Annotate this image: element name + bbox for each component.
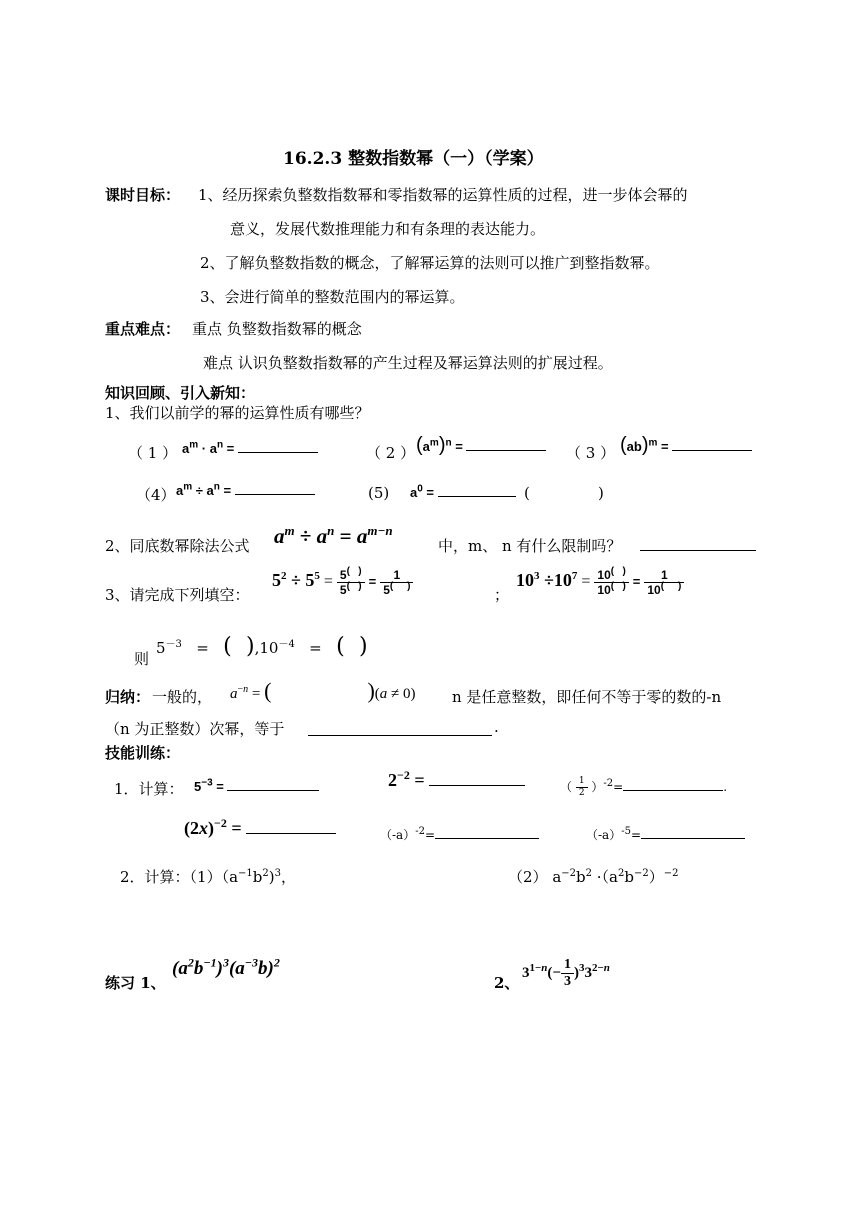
review-item-2-formula: $(a^m)^n$ = bbox=[416, 434, 546, 457]
equals-sign: = bbox=[196, 639, 209, 657]
fill-in-expression-1: $5^2 \div 5^5$ = $\frac{5^{( )}}{5^{( )}}$ = $\frac{1}{5^{( )}}$ bbox=[272, 569, 413, 596]
review-item-1-formula: $a^m \cdot a^n$ = bbox=[182, 438, 318, 456]
skills-heading: 技能训练： bbox=[105, 744, 181, 762]
answer-blank[interactable] bbox=[466, 436, 546, 451]
skills-expr-neg-a-5: $(-a)^{-5}=$ bbox=[586, 824, 745, 843]
exponent: -2 bbox=[415, 826, 425, 837]
practice-1-expression: $(a^2b^{-1})^3(a^{-3}b)^2$ bbox=[172, 955, 280, 979]
then-exponent-2: －4 bbox=[278, 639, 295, 650]
exponent: -5 bbox=[621, 826, 631, 837]
answer-blank[interactable] bbox=[623, 776, 723, 791]
review-item-3-formula: (ab)$^m$ = bbox=[620, 434, 752, 457]
objective-1-line-1: 1、经历探索负整数指数幂和零指数幂的运算性质的过程，进一步体会幂的 bbox=[198, 186, 688, 204]
review-question-2-prefix: 2、同底数幂除法公式 bbox=[105, 537, 250, 555]
page-title: 16.2.3 整数指数幂（一）（学案） bbox=[283, 149, 544, 169]
skills-item-2-part-2: （2） $a^{-2}b^2 \cdot(a^2b^{-2})^{-2}$ bbox=[508, 868, 679, 886]
keypoints-focus: 重点 负整数指数幂的概念 bbox=[192, 320, 362, 338]
skills-expr-2-pow-neg2: $2^{-2}$ = bbox=[388, 770, 525, 791]
skills-expr-2x: $(2x)^{-2}$ = bbox=[184, 818, 336, 839]
period: . bbox=[723, 780, 728, 794]
review-item-5-paren-close: ) bbox=[598, 484, 604, 502]
objective-2: 2、了解负整数指数的概念，了解幂运算的法则可以推广到整指数幂。 bbox=[200, 254, 660, 272]
review-item-4-formula: $a^m \div a^n$ = bbox=[176, 480, 315, 498]
answer-blank[interactable] bbox=[641, 824, 745, 839]
review-item-2-label: （ 2 ） bbox=[366, 444, 416, 462]
division-formula: $a^m \div a^n = a^{m-n}$ bbox=[274, 523, 393, 548]
skills-item-2-part-2-label: （2） bbox=[508, 868, 548, 886]
answer-blank[interactable] bbox=[640, 534, 756, 551]
then-base-5: 5 bbox=[156, 639, 166, 657]
answer-blank[interactable] bbox=[238, 438, 318, 453]
review-question-2-suffix: 中，m、 n 有什么限制吗？ bbox=[438, 537, 622, 555]
answer-blank[interactable] bbox=[438, 482, 516, 497]
keypoints-label: 重点难点： bbox=[105, 320, 181, 338]
review-item-4-label: （4） bbox=[136, 486, 176, 504]
review-item-3-label: （ 3 ） bbox=[566, 444, 616, 462]
review-heading: 知识回顾、引入新知： bbox=[105, 384, 256, 402]
neg-a: （-a） bbox=[380, 828, 416, 842]
objective-3: 3、会进行简单的整数范围内的幂运算。 bbox=[200, 288, 465, 306]
review-item-5-formula: $a^0$ = bbox=[410, 482, 516, 500]
review-item-5-label: (5) bbox=[368, 484, 390, 502]
practice-1-label: 练习 1、 bbox=[105, 974, 166, 992]
review-item-5-paren-open: ( bbox=[524, 484, 530, 502]
summary-period: . bbox=[494, 718, 499, 736]
answer-blank[interactable] bbox=[227, 776, 319, 791]
skills-item-2-label: 2．计算：（1）（a bbox=[120, 868, 239, 886]
summary-label: 归纳： bbox=[105, 688, 151, 706]
exponent: -2 bbox=[603, 778, 614, 789]
skills-item-1-label: 1．计算： bbox=[114, 780, 184, 798]
objective-1-line-2: 意义，发展代数推理能力和有条理的表达能力。 bbox=[230, 220, 546, 238]
answer-blank[interactable] bbox=[435, 824, 539, 839]
review-item-1-label: （ 1 ） bbox=[128, 444, 178, 462]
then-base-10: ,10 bbox=[254, 639, 279, 657]
fill-in-expression-2: $10^3 \div 10^7$ = $\frac{10^{( )}}{10^{( )}}$ = $\frac{1}{10^{( )}}$ bbox=[516, 569, 684, 596]
skills-expr-neg-a-2: $(-a)^{-2}=$ bbox=[380, 824, 539, 843]
then-exponent-1: －3 bbox=[165, 639, 182, 650]
objectives-label: 课时目标： bbox=[105, 186, 181, 204]
summary-text-1: 一般的， bbox=[152, 688, 213, 706]
answer-blank[interactable] bbox=[308, 718, 492, 736]
answer-blank[interactable] bbox=[672, 436, 752, 451]
review-question-3-prefix: 3、请完成下列填空： bbox=[105, 586, 250, 604]
answer-blank[interactable] bbox=[429, 771, 525, 786]
paren-close: ） bbox=[591, 780, 604, 794]
skills-expr-half: （ $\frac{1}{2}$ ）$^{-2}$= . bbox=[560, 776, 728, 798]
skills-item-2: 2．计算：$(1)(a^{-1}b^2)^3$， bbox=[120, 868, 297, 886]
keypoints-difficulty: 难点 认识负整数指数幂的产生过程及幂运算法则的扩展过程。 bbox=[203, 354, 613, 372]
summary-text-3: （n 为正整数）次幂，等于 bbox=[105, 720, 285, 738]
semicolon: ； bbox=[494, 586, 510, 604]
then-expression: $5^{-3}$ = ( )$,10^{-4}$ = ( ) bbox=[156, 634, 368, 659]
practice-2-label: 2、 bbox=[494, 974, 520, 992]
answer-blank[interactable] bbox=[235, 480, 315, 495]
practice-2-expression: $3^{1-n}(-$ $\frac{1}{3}$ )$^33^{2-n}$ bbox=[522, 957, 610, 989]
neg-a: （-a） bbox=[586, 828, 622, 842]
review-question-1: 1、我们以前学的幂的运算性质有哪些？ bbox=[105, 404, 370, 422]
skills-expr-5-pow-neg3: $5^{-3}$ = bbox=[194, 776, 319, 794]
paren-open: （ bbox=[560, 780, 573, 794]
answer-blank[interactable] bbox=[246, 819, 336, 834]
then-label: 则 bbox=[134, 650, 150, 668]
summary-formula: $a^{-n}$ = ( )(a ≠ 0) bbox=[230, 678, 416, 703]
equals-sign: = bbox=[309, 639, 322, 657]
summary-text-2: n 是任意整数，即任何不等于零的数的-n bbox=[452, 688, 722, 706]
